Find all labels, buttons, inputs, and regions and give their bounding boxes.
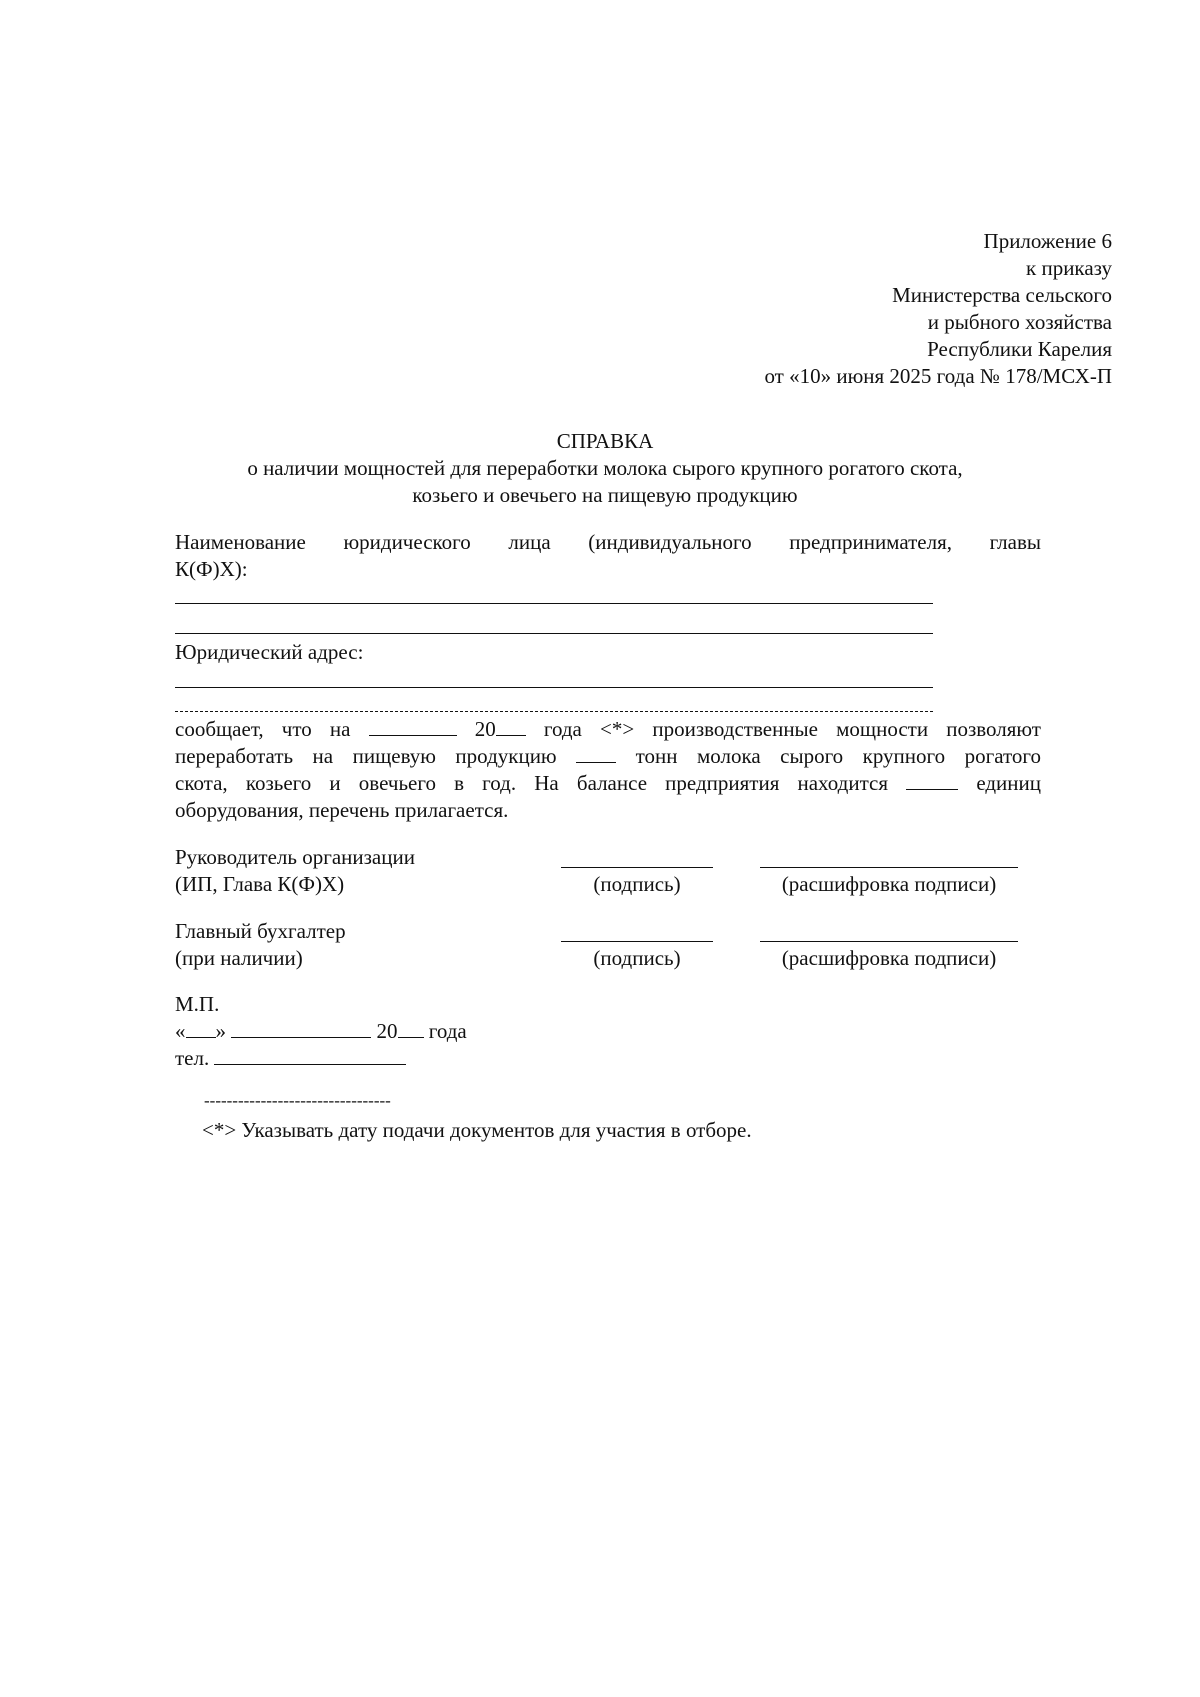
entity-label-line-1: Наименование юридического лица (индивидуального предпринимателя, главы xyxy=(175,530,1041,554)
statement-text: единиц xyxy=(976,771,1041,795)
document-title xyxy=(0,428,1200,509)
statement-line-3 xyxy=(175,770,1041,797)
year-input-group xyxy=(475,717,526,741)
address-field-2[interactable] xyxy=(175,711,933,712)
appendix-republic: Республики Карелия xyxy=(927,337,1112,361)
accountant-title-detail: (при наличии) xyxy=(175,946,303,970)
accountant-decode-line[interactable] xyxy=(760,941,1018,942)
footnote-text: <*> Указывать дату подачи документов для участия в отборе. xyxy=(202,1118,752,1142)
title-main: СПРАВКА xyxy=(556,429,654,453)
stamp-year-suffix: года xyxy=(428,1019,467,1043)
entity-name-label xyxy=(175,529,1041,583)
entity-label-line-2: К(Ф)Х): xyxy=(175,557,248,581)
appendix-order-ref: к приказу xyxy=(1026,256,1112,280)
head-title-detail: (ИП, Глава К(Ф)Х) xyxy=(175,872,345,896)
statement-text: сообщает, что на xyxy=(175,717,351,741)
head-signature-caption: (подпись) xyxy=(593,872,681,896)
accountant-signature-line[interactable] xyxy=(561,941,713,942)
day-blank[interactable] xyxy=(186,1019,216,1038)
entity-name-field-1[interactable] xyxy=(175,603,933,604)
date-blank[interactable] xyxy=(369,717,457,736)
accountant-decode-caption: (расшифровка подписи) xyxy=(781,946,997,970)
head-title: Руководитель организации xyxy=(175,845,415,869)
footnote-separator: --------------------------------- xyxy=(204,1091,391,1110)
statement-text: переработать на пищевую продукцию xyxy=(175,744,557,768)
phone-label: тел. xyxy=(175,1046,210,1070)
statement-line-4: оборудования, перечень прилагается. xyxy=(175,798,509,822)
statement-text: тонн молока сырого крупного рогатого xyxy=(635,744,1041,768)
tonnage-blank[interactable] xyxy=(576,744,616,763)
date-quote-close: » xyxy=(215,1019,226,1043)
stamp-year-prefix: 20 xyxy=(376,1019,398,1043)
address-label: Юридический адрес: xyxy=(175,640,364,664)
date-line xyxy=(175,1018,467,1045)
phone-blank[interactable] xyxy=(214,1046,406,1065)
stamp-block xyxy=(175,991,467,1072)
title-subtitle-1: о наличии мощностей для переработки молока сырого крупного рогатого скота, xyxy=(247,456,963,480)
month-blank[interactable] xyxy=(231,1019,371,1038)
statement-line-1 xyxy=(175,716,1041,743)
appendix-ministry-1: Министерства сельского xyxy=(892,283,1112,307)
appendix-header xyxy=(592,228,1112,390)
head-decode-line[interactable] xyxy=(760,867,1018,868)
appendix-ministry-2: и рыбного хозяйства xyxy=(927,310,1112,334)
phone-line xyxy=(175,1045,467,1072)
stamp-year-blank[interactable] xyxy=(398,1019,424,1038)
head-signature-label xyxy=(175,844,415,898)
equipment-count-blank[interactable] xyxy=(906,771,958,790)
accountant-signature-label xyxy=(175,918,346,972)
title-subtitle-2: козьего и овечьего на пищевую продукцию xyxy=(412,483,798,507)
statement-paragraph xyxy=(175,716,1041,824)
entity-name-field-2[interactable] xyxy=(175,633,933,634)
address-block xyxy=(175,639,1041,666)
appendix-order-date: от «10» июня 2025 года № 178/МСХ-П xyxy=(764,364,1112,388)
head-decode-caption: (расшифровка подписи) xyxy=(781,872,997,896)
appendix-number: Приложение 6 xyxy=(983,229,1112,253)
statement-line-2 xyxy=(175,743,1041,770)
year-blank[interactable] xyxy=(496,717,526,736)
stamp-label: М.П. xyxy=(175,992,220,1016)
accountant-title: Главный бухгалтер xyxy=(175,919,346,943)
accountant-signature-caption: (подпись) xyxy=(593,946,681,970)
statement-text: скота, козьего и овечьего в год. На балансе предприятия находится xyxy=(175,771,888,795)
address-field-1[interactable] xyxy=(175,687,933,688)
year-prefix: 20 xyxy=(474,717,496,741)
date-quote-open: « xyxy=(175,1019,186,1043)
statement-text: года <*> производственные мощности позволяют xyxy=(543,717,1041,741)
head-signature-line[interactable] xyxy=(561,867,713,868)
